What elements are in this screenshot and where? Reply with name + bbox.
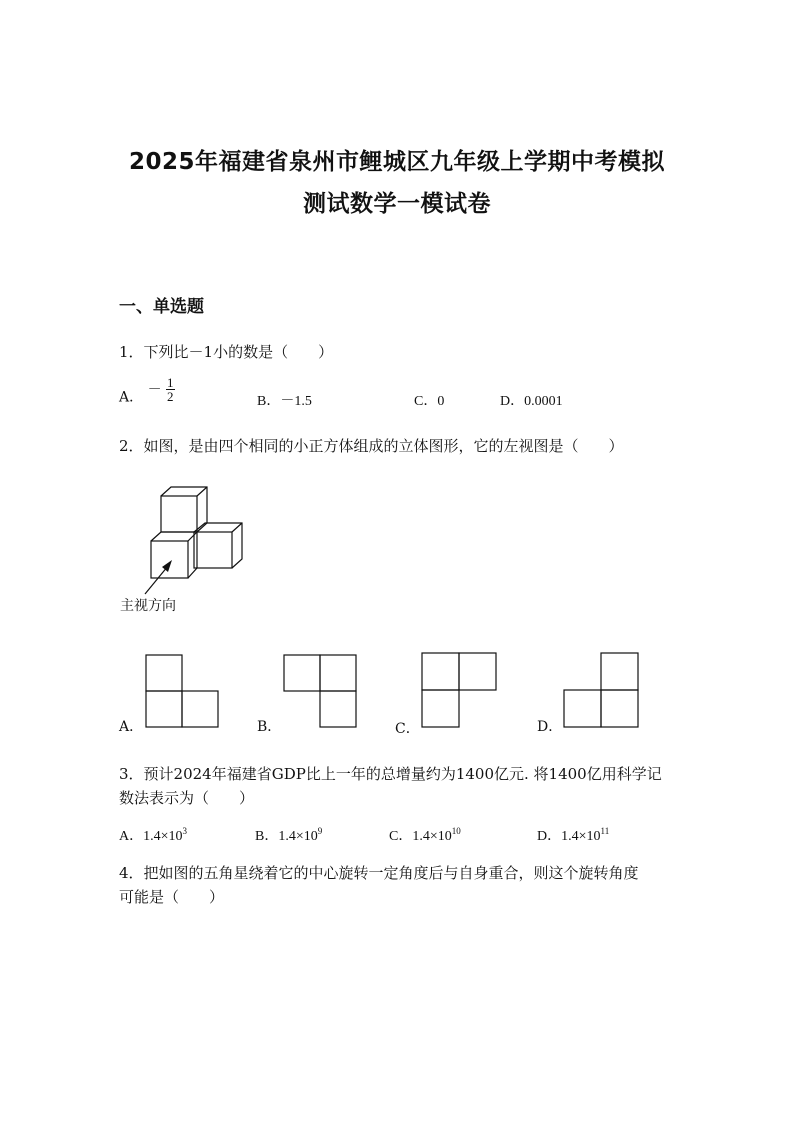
option-d-view-figure [563,652,641,730]
question-2-option-d-label: D． [537,719,563,735]
question-1-option-a [119,375,175,411]
option-a-label: A． [119,389,144,406]
figure-caption: 主视方向 [120,598,176,614]
question-1-option-b: B．－1.5 [257,394,312,409]
question-1-option-c: C．0 [414,394,445,409]
option-a-base: 1.4×10 [143,829,183,844]
option-d-base: 1.4×10 [561,829,601,844]
option-d-label: D． [537,829,562,844]
document-title-line-1: 2025年福建省泉州市鲤城区九年级上学期中考模拟 [128,149,665,175]
option-b-view-figure [283,654,358,729]
option-d-exponent: 11 [600,826,610,836]
question-3-option-d [537,825,609,845]
option-a-exponent: 3 [182,826,188,836]
fraction-denominator: 2 [167,389,174,404]
question-4-line-1: 4．把如图的五角星绕着它的中心旋转一定角度后与自身重合，则这个旋转角度 [119,864,639,882]
question-3-line-2: 数法表示为（ ） [119,789,255,807]
question-1-option-d: D．0.0001 [500,394,563,409]
question-2-option-b-label: B． [257,719,282,735]
option-c-base: 1.4×10 [412,829,452,844]
option-a-label: A． [119,829,144,844]
fraction-numerator: 1 [167,375,174,390]
section-heading: 一、单选题 [119,297,204,317]
cube-figure [140,484,250,594]
question-3-option-a [119,825,187,845]
question-2-option-c-label: C． [395,721,420,737]
option-c-label: C． [389,829,413,844]
option-b-exponent: 9 [317,826,323,836]
option-c-view-figure [421,652,499,730]
question-3-option-c [389,825,461,845]
option-a-view-figure [145,654,220,729]
question-4-line-2: 可能是（ ） [119,888,225,906]
option-b-base: 1.4×10 [278,829,318,844]
question-1-text: 1．下列比－1小的数是（ ） [119,343,334,361]
question-2-text: 2．如图，是由四个相同的小正方体组成的立体图形，它的左视图是（ ） [119,437,624,455]
option-b-label: B． [255,829,279,844]
question-2-option-a-label: A． [119,719,144,735]
document-title-line-2: 测试数学一模试卷 [303,191,491,217]
option-a-sign: － [147,382,162,398]
question-3-line-1: 3．预计2024年福建省GDP比上一年的总增量约为1400亿元. 将1400亿用科学记 [119,765,662,783]
option-c-exponent: 10 [451,826,461,836]
question-3-option-b [255,825,322,845]
option-a-fraction [166,376,175,403]
